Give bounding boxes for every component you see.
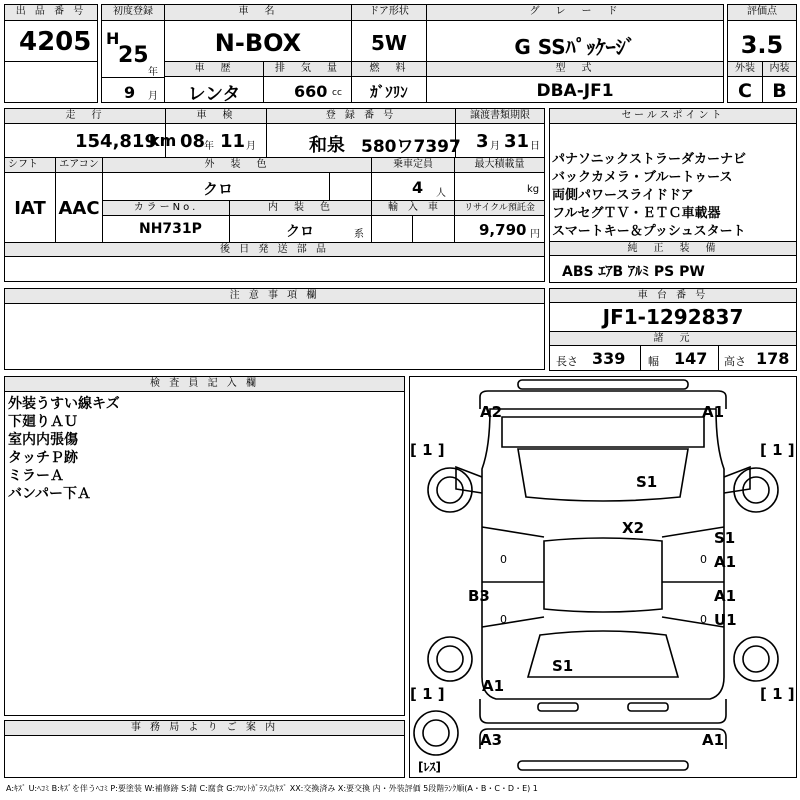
notes-cell — [4, 288, 545, 370]
fuel-cell — [351, 61, 427, 103]
spare-label: [ﾚｽ] — [418, 760, 441, 774]
sales-point-2: バックカメラ・ブルートゥース — [552, 170, 733, 185]
chassis-cell — [549, 288, 797, 332]
spare-tire-shape — [414, 711, 458, 755]
inspection-month-unit: 月 — [246, 141, 256, 152]
exterior-label: 外装 — [728, 62, 762, 77]
rear-bumper-shape — [480, 699, 726, 723]
doors-cell — [351, 4, 427, 62]
chassis-number: JF1-1292837 — [602, 305, 744, 329]
inspector-line-5: ミラーＡ — [8, 468, 64, 484]
zero-mark-4: 0 — [700, 613, 707, 626]
mark-s1-right: S1 — [714, 529, 736, 547]
ext-color: クロ — [203, 180, 234, 198]
doors-label: ドア形状 — [352, 5, 426, 21]
length: 339 — [592, 349, 626, 368]
rear-window-shape — [528, 631, 678, 677]
zero-mark-1: 0 — [500, 553, 507, 566]
sales-point-3: 両側パワースライドドア — [552, 188, 694, 203]
mileage-label: 走 行 — [5, 109, 165, 124]
int-color-unit: 系 — [354, 229, 364, 240]
sales-point-5: スマートキー＆プッシュスタート — [552, 224, 746, 239]
mark-a1-rear-right: A1 — [702, 731, 725, 749]
equipment: ABS ｴｱB ｱﾙﾐ PS PW — [562, 264, 705, 280]
mileage-cell — [4, 108, 177, 158]
exterior-score: C — [738, 80, 752, 102]
fuel-label: 燃 料 — [352, 62, 426, 77]
color-no: NH731P — [139, 221, 202, 237]
recycle: 9,790 — [479, 221, 527, 239]
year-unit: 年 — [148, 67, 158, 78]
score-label: 評価点 — [728, 5, 796, 21]
displacement: 660 — [294, 82, 328, 101]
first-reg-year: 25 — [118, 43, 149, 68]
max-load-cell — [454, 157, 545, 201]
interior-label: 内装 — [763, 62, 796, 77]
lot-number: 4205 — [19, 27, 92, 57]
grade-label: グ レ ー ド — [427, 5, 723, 21]
tire-label-front-left: [ 1 ] — [410, 441, 445, 459]
first-registration-label: 初度登録 — [102, 5, 164, 21]
shift: IAT — [14, 198, 46, 219]
model: DBA-JF1 — [536, 81, 614, 101]
tire-label-rear-right: [ 1 ] — [760, 685, 795, 703]
inspector-label: 検 査 員 記 入 欄 — [5, 377, 404, 392]
aircon: AAC — [58, 198, 100, 219]
inspection-year: 08 — [180, 131, 206, 152]
car-name: N-BOX — [214, 29, 302, 57]
roof-shape — [544, 538, 662, 612]
max-load-unit: kg — [527, 184, 540, 195]
mark-x2-windshield: X2 — [622, 519, 645, 537]
history-label: 車 歴 — [165, 62, 263, 77]
transfer-month: 3 — [476, 131, 489, 152]
mark-a2-front-left: A2 — [480, 403, 503, 421]
transfer-month-unit: 月 — [490, 141, 500, 152]
inspection-year-unit: 年 — [204, 141, 214, 152]
grade-cell — [426, 4, 724, 62]
tire-label-front-right: [ 1 ] — [760, 441, 795, 459]
model-cell — [426, 61, 724, 103]
inspector-line-4: タッチＰ跡 — [8, 450, 78, 466]
equipment-cell — [549, 241, 797, 283]
lot-number-cell — [4, 4, 98, 62]
transfer-label: 譲渡書類期限 — [456, 109, 544, 124]
front-bumper-shape — [480, 391, 726, 409]
windshield-shape — [518, 449, 688, 501]
registration-label: 登 録 番 号 — [267, 109, 455, 124]
later-parts-cell — [4, 242, 545, 282]
int-color: クロ — [286, 224, 314, 240]
recycle-unit: 円 — [530, 229, 540, 240]
sales-points-cell — [549, 108, 797, 242]
registration-number: 580ワ7397 — [361, 137, 461, 157]
damage-diagram — [409, 376, 797, 778]
aircon-cell — [55, 157, 103, 243]
tire-rear-left-shape — [428, 637, 472, 681]
later-parts-label: 後 日 発 送 部 品 — [5, 243, 544, 257]
score: 3.5 — [740, 31, 784, 59]
length-label: 長さ — [556, 355, 578, 368]
recycle-cell — [454, 200, 545, 243]
registration-area: 和泉 — [309, 135, 345, 156]
mark-a1-right-front-door: A1 — [714, 553, 737, 571]
interior-score-cell — [762, 61, 797, 103]
car-outline-diagram — [410, 377, 796, 777]
notes-label: 注 意 事 項 欄 — [5, 289, 544, 304]
zero-mark-3: 0 — [500, 613, 507, 626]
interior-score: B — [772, 80, 787, 102]
width-label: 幅 — [648, 355, 659, 368]
int-color-cell — [229, 200, 372, 243]
displacement-cell — [263, 61, 352, 103]
inspection-cell — [165, 108, 267, 158]
spec-label: 諸 元 — [550, 332, 796, 346]
tire-label-rear-left: [ 1 ] — [410, 685, 445, 703]
month-unit: 月 — [148, 91, 158, 102]
displacement-unit: cc — [332, 88, 342, 98]
spec-cell — [549, 331, 797, 371]
inspector-cell — [4, 376, 405, 716]
history: レンタ — [187, 84, 241, 105]
mark-a1-rear-left: A1 — [482, 677, 505, 695]
registration-cell — [266, 108, 461, 158]
inspection-label: 車 検 — [166, 109, 266, 124]
inspector-line-6: バンパー下Ａ — [8, 486, 92, 502]
mark-u1-right: U1 — [714, 611, 737, 629]
transfer-day-unit: 日 — [530, 141, 540, 152]
capacity: 4 — [412, 178, 424, 197]
height-label: 高さ — [724, 355, 746, 368]
sales-point-4: フルセグＴＶ・ＥＴＣ車載器 — [552, 206, 721, 221]
capacity-label: 乗車定員 — [372, 158, 454, 173]
sales-point-1: パナソニックストラーダカーナビ — [552, 152, 746, 167]
shift-label: シフト — [5, 158, 55, 173]
history-cell — [164, 61, 264, 103]
tire-rear-right-shape — [734, 637, 778, 681]
height: 178 — [756, 349, 790, 368]
recycle-label: リサイクル預託金 — [455, 201, 544, 216]
inspection-month: 11 — [220, 131, 246, 152]
chassis-label: 車 台 番 号 — [550, 289, 796, 303]
zero-mark-2: 0 — [700, 553, 707, 566]
import-cell — [371, 200, 455, 243]
first-reg-month: 9 — [124, 83, 136, 102]
inspector-line-1: 外装うすい線キズ — [8, 396, 120, 412]
front-grille-shape — [518, 380, 688, 389]
first-registration-cell — [101, 4, 165, 103]
capacity-unit: 人 — [436, 188, 446, 199]
transfer-day: 31 — [504, 131, 530, 152]
car-name-cell — [164, 4, 352, 62]
era: H — [106, 29, 120, 48]
mark-a1-right-rear-door: A1 — [714, 587, 737, 605]
import-label: 輸 入 車 — [372, 201, 454, 216]
hood-shape — [502, 417, 704, 447]
car-name-label: 車 名 — [165, 5, 351, 21]
office-cell — [4, 720, 405, 778]
grade: G SSﾊﾟｯｹｰｼﾞ — [514, 35, 636, 59]
displacement-label: 排 気 量 — [264, 62, 351, 77]
office-label: 事 務 局 よ り ご 案 内 — [5, 721, 404, 736]
mark-a1-front-right: A1 — [702, 403, 725, 421]
lot-number-lower — [4, 61, 98, 103]
aircon-label: エアコン — [56, 158, 102, 173]
mark-a3-rear-left: A3 — [480, 731, 503, 749]
exterior-score-cell — [727, 61, 763, 103]
transfer-deadline-cell — [455, 108, 545, 158]
max-load-label: 最大積載量 — [455, 158, 544, 173]
score-cell — [727, 4, 797, 62]
lot-number-label: 出 品 番 号 — [5, 5, 97, 21]
ext-color-cell — [102, 157, 372, 201]
mileage-unit: km — [149, 131, 177, 150]
mark-s1-hood: S1 — [636, 473, 658, 491]
mileage: 154,819 — [75, 131, 157, 152]
mark-b3-left: B3 — [468, 587, 490, 605]
capacity-cell — [371, 157, 455, 201]
shift-cell — [4, 157, 56, 243]
legend: A:ｷｽﾞ U:ﾍｺﾐ B:ｷｽﾞを伴うﾍｺﾐ P:要塗装 W:補修跡 S:錆 C:腐食 G:ﾌﾛﾝﾄｶﾞﾗｽ点ｷｽﾞ XX:交換済み X:要交換 内・外装評価 5段階ﾗﾝｸ順(A・B・C・D・E) 1 — [6, 784, 538, 793]
width: 147 — [674, 349, 708, 368]
color-no-cell — [102, 200, 230, 243]
inspector-line-2: 下廻りＡＵ — [8, 414, 78, 430]
sales-points-label: セールスポイント — [550, 109, 796, 124]
int-color-label: 内 装 色 — [230, 201, 371, 216]
mark-s1-rear: S1 — [552, 657, 574, 675]
ext-color-label: 外 装 色 — [103, 158, 371, 173]
model-label: 型 式 — [427, 62, 723, 77]
equipment-label: 純 正 装 備 — [550, 242, 796, 256]
doors: 5W — [371, 31, 407, 55]
color-no-label: カラーNo. — [103, 201, 229, 216]
fuel: ｶﾞｿﾘﾝ — [370, 83, 408, 101]
inspector-line-3: 室内内張傷 — [8, 432, 78, 448]
